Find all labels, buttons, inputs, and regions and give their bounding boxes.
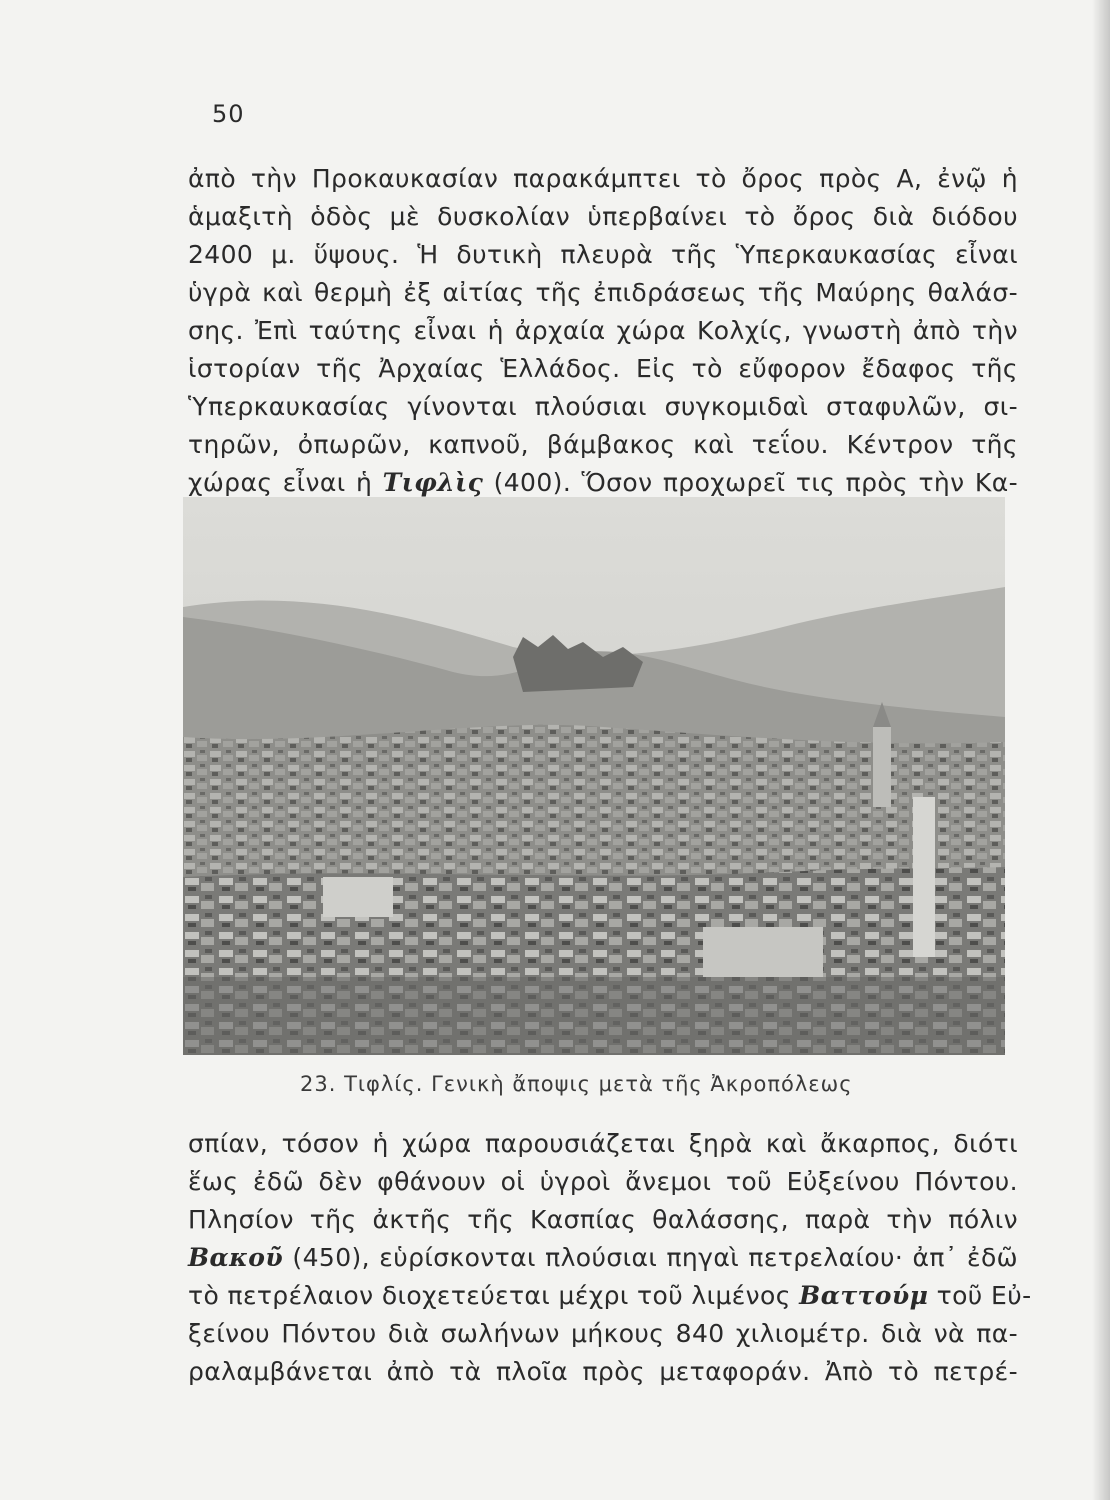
text-line [188, 1277, 1032, 1315]
place-name-baku: Βακοῦ [188, 1243, 284, 1272]
figure-caption: 23. Τιφλίς. Γενικὴ ἄποψις μετὰ τῆς Ἀκροπόλεως [300, 1072, 853, 1096]
text-segment: (400). Ὅσον προχωρεῖ τις πρὸς τὴν Κα- [483, 468, 1019, 497]
page-edge-shadow [1092, 0, 1110, 1500]
text-line: Ὑπερκαυκασίας γίνονται πλούσιαι συγκομιδαὶ σταφυλῶν, σι- [188, 392, 1018, 421]
text-segment: τὸ πετρέλαιον διοχετεύεται μέχρι τοῦ λιμένος [188, 1281, 800, 1310]
text-line [188, 1239, 1018, 1277]
text-line: ἁμαξιτὴ ὁδὸς μὲ δυσκολίαν ὑπερβαίνει τὸ ὄρος διὰ διόδου [188, 202, 1018, 231]
text-line: ὑγρὰ καὶ θερμὴ ἐξ αἰτίας τῆς ἐπιδράσεως τῆς Μαύρης θαλάσ- [188, 278, 1018, 307]
text-segment: τοῦ Εὐ- [928, 1281, 1032, 1310]
city-panorama-image [183, 497, 1005, 1055]
text-line: ἕως ἐδῶ δὲν φθάνουν οἱ ὑγροὶ ἄνεμοι τοῦ Εὐξείνου Πόντου. [188, 1167, 1018, 1196]
tiflis-photograph [183, 497, 1005, 1055]
text-segment: χώρας εἶναι ἡ [188, 468, 383, 497]
place-name-tiflis: Τιφλὶς [382, 468, 484, 497]
text-line: τηρῶν, ὀπωρῶν, καπνοῦ, βάμβακος καὶ τεΐου. Κέντρον τῆς [188, 430, 1018, 459]
page-number: 50 [212, 100, 245, 128]
text-line: ἱστορίαν τῆς Ἀρχαίας Ἑλλάδος. Εἰς τὸ εὔφορον ἔδαφος τῆς [188, 354, 1018, 383]
text-line: Πλησίον τῆς ἀκτῆς τῆς Κασπίας θαλάσσης, παρὰ τὴν πόλιν [188, 1205, 1018, 1234]
text-line: ξείνου Πόντου διὰ σωλήνων μήκους 840 χιλιομέτρ. διὰ νὰ πα- [188, 1319, 1018, 1348]
text-segment: (450), εὑρίσκονται πλούσιαι πηγαὶ πετρελαίου· ἀπ᾽ ἐδῶ [283, 1243, 1018, 1272]
place-name-batumi: Βαττούμ [799, 1281, 929, 1310]
body-text-top [188, 160, 1018, 502]
text-line: σης. Ἐπὶ ταύτης εἶναι ἡ ἀρχαία χώρα Κολχίς, γνωστὴ ἀπὸ τὴν [188, 316, 1018, 345]
body-text-bottom [188, 1125, 1032, 1391]
text-line: 2400 μ. ὕψους. Ἡ δυτικὴ πλευρὰ τῆς Ὑπερκαυκασίας εἶναι [188, 240, 1018, 269]
text-line: ραλαμβάνεται ἀπὸ τὰ πλοῖα πρὸς μεταφοράν. Ἀπὸ τὸ πετρέ- [188, 1357, 1018, 1386]
text-line: σπίαν, τόσον ἡ χώρα παρουσιάζεται ξηρὰ καὶ ἄκαρπος, διότι [188, 1129, 1018, 1158]
text-line: ἀπὸ τὴν Προκαυκασίαν παρακάμπτει τὸ ὄρος πρὸς Α, ἐνῷ ἡ [188, 164, 1018, 193]
